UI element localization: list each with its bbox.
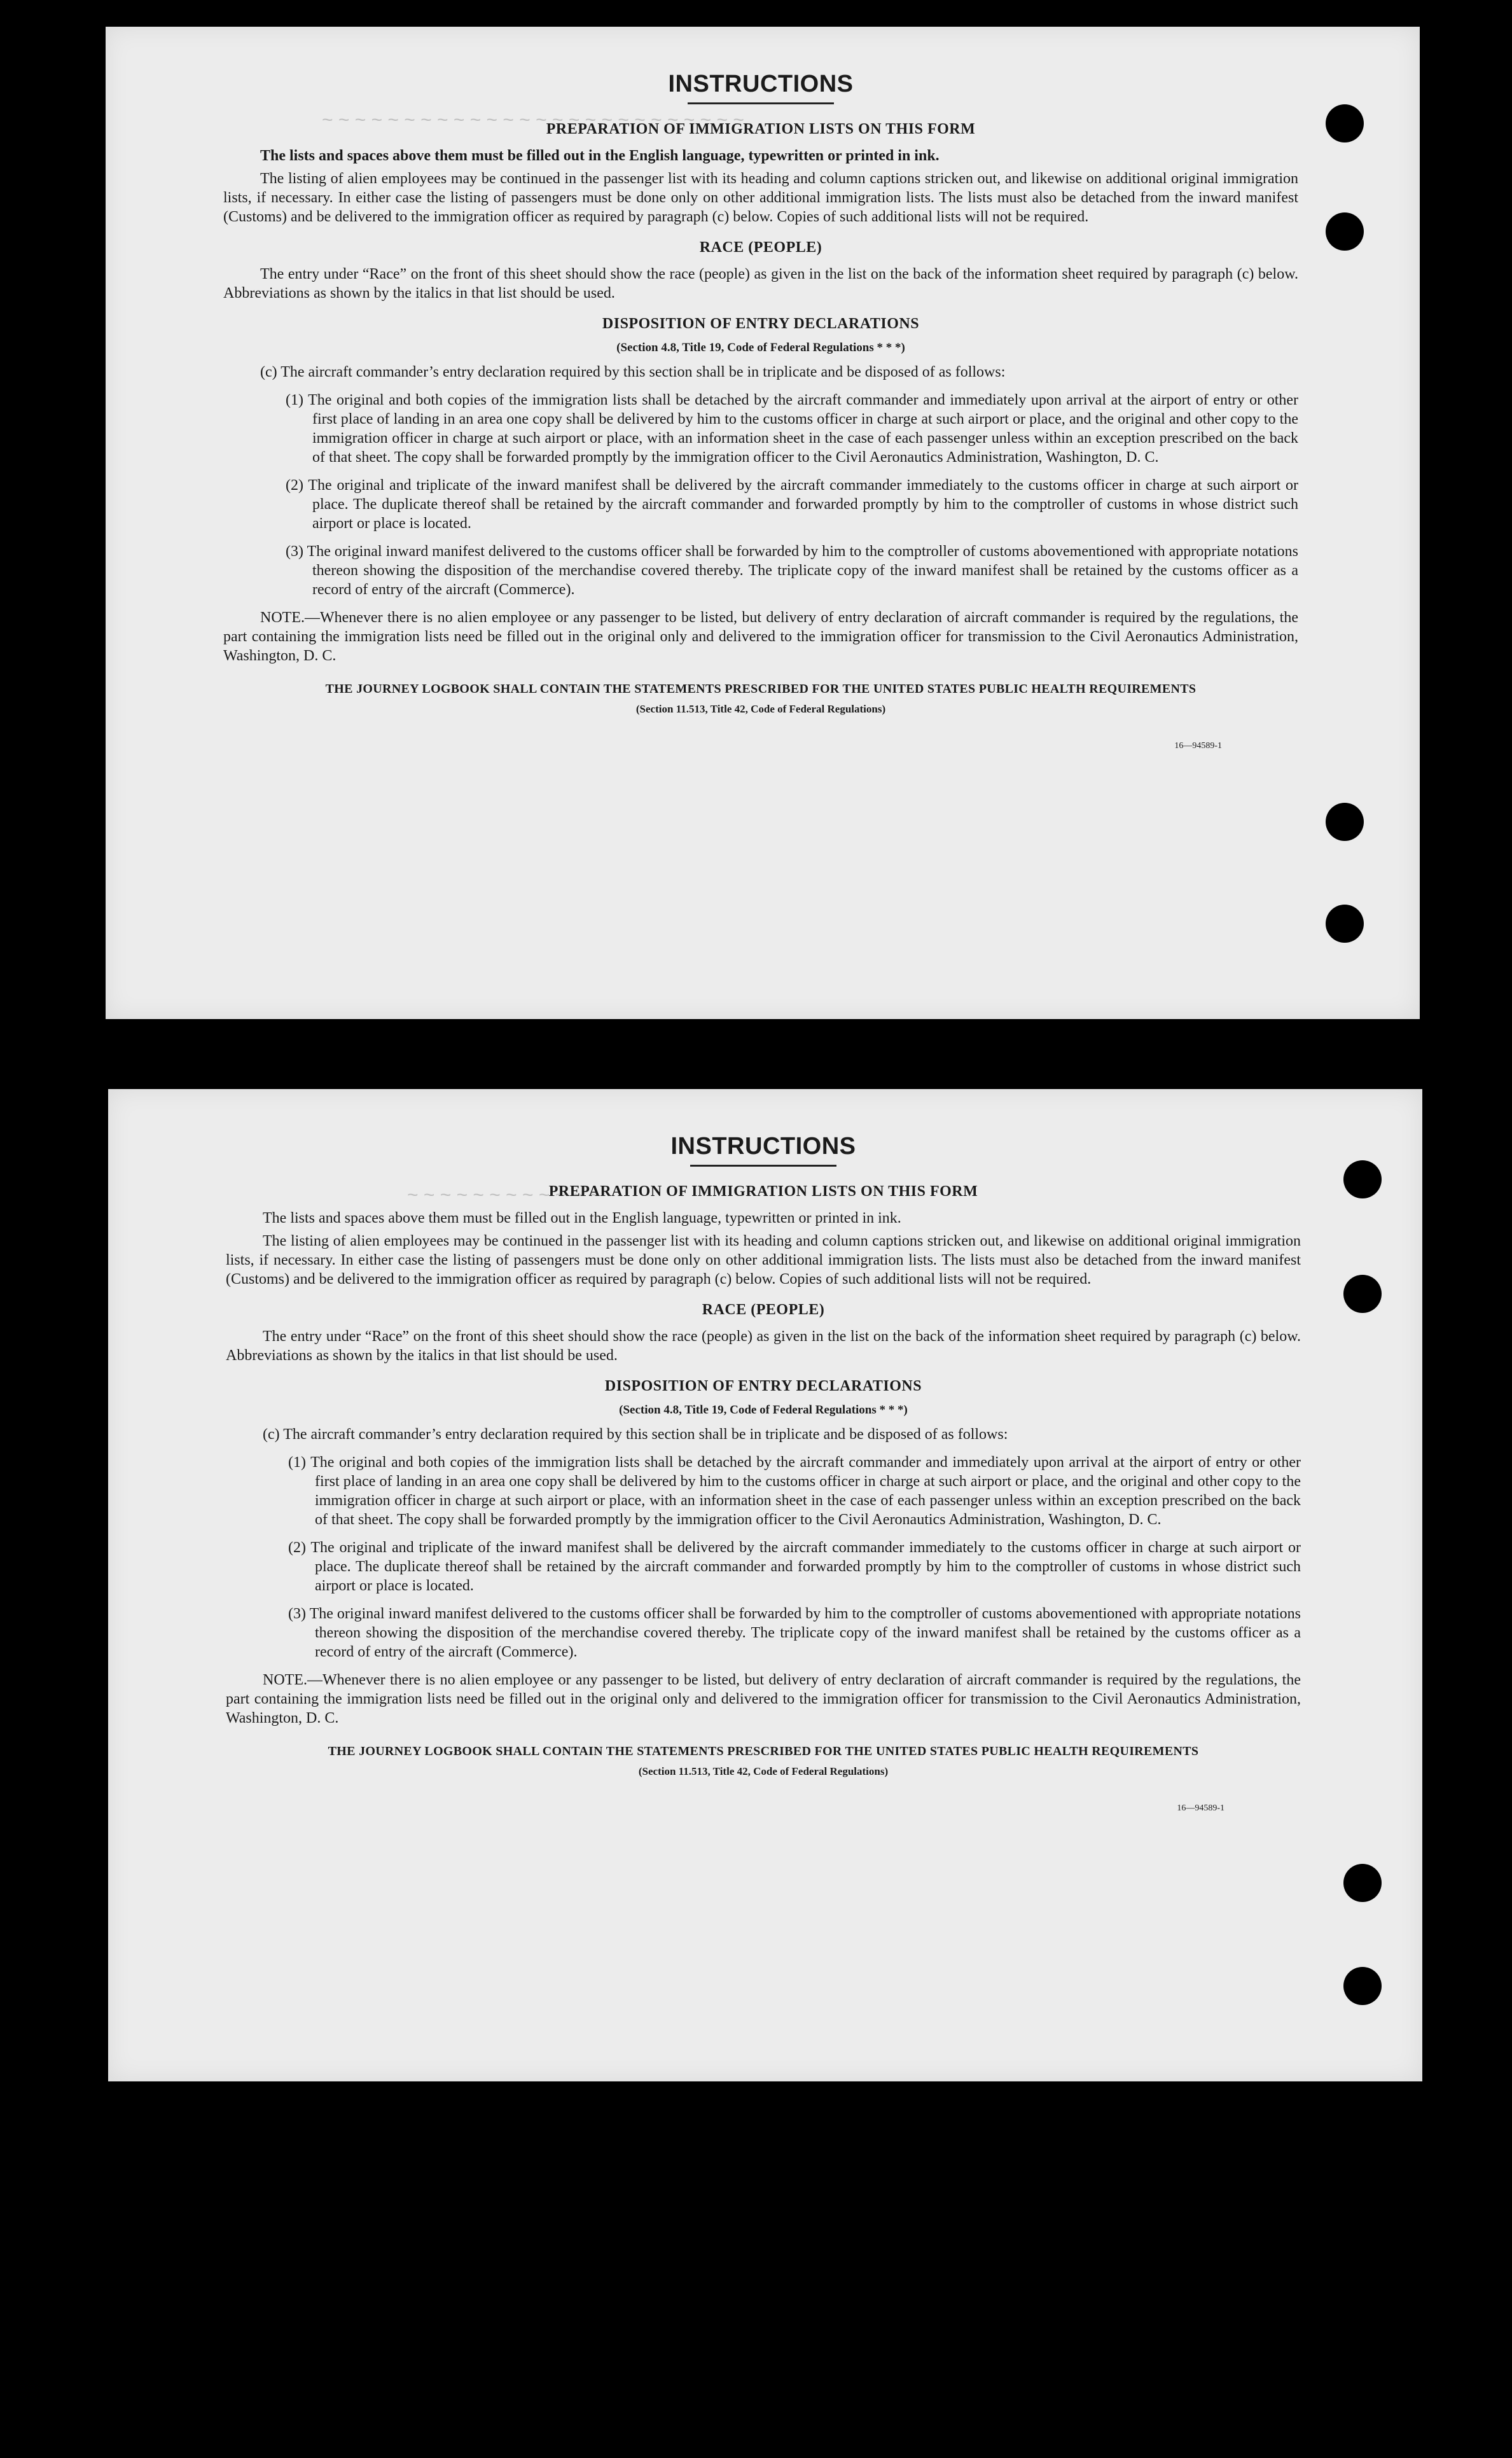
note-paragraph: NOTE.—Whenever there is no alien employee or any passenger to be listed, but delivery of entry declaration of aircraft commander is required by the regulations, the part containing the immigration lists need be filled out in the original only and delivered to the immigration officer for transmission to the Civil Aeronautics Administration, Washington, D. C. <box>223 609 1298 664</box>
heading-preparation: PREPARATION OF IMMIGRATION LISTS ON THIS FORM <box>546 121 976 137</box>
punch-hole <box>1326 905 1364 943</box>
heading-disposition: DISPOSITION OF ENTRY DECLARATIONS <box>604 1378 922 1394</box>
paragraph-lists: The lists and spaces above them must be filled out in the English language, typewritten or printed in ink. <box>260 148 940 164</box>
paragraph-c: (c) The aircraft commander’s entry declaration required by this section shall be in triplicate and be disposed of as follows: <box>263 1426 1008 1443</box>
page-title: INSTRUCTIONS <box>670 1133 856 1160</box>
instructions-content <box>223 71 1298 756</box>
footer-citation: (Section 11.513, Title 42, Code of Federal Regulations) <box>638 1765 889 1777</box>
subheading-disposition: (Section 4.8, Title 19, Code of Federal Regulations * * *) <box>619 1403 908 1417</box>
heading-race: RACE (PEOPLE) <box>699 239 822 256</box>
title-rule <box>688 102 834 104</box>
heading-disposition: DISPOSITION OF ENTRY DECLARATIONS <box>602 316 920 332</box>
form-number: 16—94589-1 <box>1174 741 1222 751</box>
list-item-1: (1) The original and both copies of the immigration lists shall be detached by the aircraft commander and immediately upon arrival at the airport of entry or other first place of landing in an area one copy shall be delivered by him to the customs officer in charge at such airport or place, and the original and other copy to the immigration officer in charge at such airport or place, with an information sheet in the case of each passenger unless within an exception prescribed on the back of that sheet. The copy shall be forwarded promptly by the immigration officer to the Civil Aeronautics Administration, Washington, D. C. <box>288 1454 1301 1528</box>
paragraph-race: The entry under “Race” on the front of this sheet should show the race (people) as given in the list on the back of the information sheet required by paragraph (c) below. Abbreviations as shown by the italics in that list should be used. <box>226 1328 1301 1364</box>
footer-citation: (Section 11.513, Title 42, Code of Federal Regulations) <box>635 703 886 715</box>
punch-hole <box>1343 1967 1382 2005</box>
page-title: INSTRUCTIONS <box>668 71 854 97</box>
paragraph-listing: The listing of alien employees may be continued in the passenger list with its heading and column captions stricken out, and likewise on additional original immigration lists, if necessary. In either case the listing of passengers must be done only on other additional immigration lists. The lists must also be detached from the inward manifest (Customs) and be delivered to the immigration officer as required by paragraph (c) below. Copies of such additional lists will not be required. <box>223 170 1298 225</box>
list-item-3: (3) The original inward manifest delivered to the customs officer shall be forwarded by him to the comptroller of customs abovementioned with appropriate notations thereon showing the disposition of the merchandise covered thereby. The triplicate copy of the inward manifest shall be retained by the customs officer as a record of entry of the aircraft (Commerce). <box>286 543 1298 598</box>
punch-hole <box>1343 1160 1382 1198</box>
heading-race: RACE (PEOPLE) <box>702 1302 825 1318</box>
list-item-2: (2) The original and triplicate of the inward manifest shall be delivered by the aircraft commander immediately to the customs officer in charge at such airport or place. The duplicate thereof shall be retained by the aircraft commander and forwarded promptly by him to the comptroller of customs in whose district such airport or place is located. <box>286 477 1298 532</box>
document-page-2 <box>108 1089 1422 2081</box>
paragraph-race: The entry under “Race” on the front of this sheet should show the race (people) as given in the list on the back of the information sheet required by paragraph (c) below. Abbreviations as shown by the italics in that list should be used. <box>223 266 1298 302</box>
instructions-content <box>226 1133 1301 1818</box>
list-item-3: (3) The original inward manifest delivered to the customs officer shall be forwarded by him to the comptroller of customs abovementioned with appropriate notations thereon showing the disposition of the merchandise covered thereby. The triplicate copy of the inward manifest shall be retained by the customs officer as a record of entry of the aircraft (Commerce). <box>288 1606 1301 1660</box>
punch-hole <box>1326 212 1364 251</box>
document-page-1 <box>106 27 1420 1019</box>
title-rule <box>690 1165 836 1167</box>
paragraph-c: (c) The aircraft commander’s entry declaration required by this section shall be in triplicate and be disposed of as follows: <box>260 364 1006 380</box>
paragraph-listing: The listing of alien employees may be continued in the passenger list with its heading and column captions stricken out, and likewise on additional original immigration lists, if necessary. In either case the listing of passengers must be done only on other additional immigration lists. The lists must also be detached from the inward manifest (Customs) and be delivered to the immigration officer as required by paragraph (c) below. Copies of such additional lists will not be required. <box>226 1233 1301 1288</box>
list-item-2: (2) The original and triplicate of the inward manifest shall be delivered by the aircraft commander immediately to the customs officer in charge at such airport or place. The duplicate thereof shall be retained by the aircraft commander and forwarded promptly by him to the comptroller of customs in whose district such airport or place is located. <box>288 1539 1301 1594</box>
note-paragraph: NOTE.—Whenever there is no alien employee or any passenger to be listed, but delivery of entry declaration of aircraft commander is required by the regulations, the part containing the immigration lists need be filled out in the original only and delivered to the immigration officer for transmission to the Civil Aeronautics Administration, Washington, D. C. <box>226 1672 1301 1726</box>
bleed-through-text: ~ ~ ~ ~ ~ ~ ~ ~ ~ ~ ~ ~ <box>407 1184 599 1205</box>
paragraph-lists: The lists and spaces above them must be filled out in the English language, typewritten or printed in ink. <box>263 1210 901 1226</box>
heading-preparation: PREPARATION OF IMMIGRATION LISTS ON THIS FORM <box>548 1183 978 1200</box>
form-number: 16—94589-1 <box>1177 1803 1224 1813</box>
list-item-1: (1) The original and both copies of the immigration lists shall be detached by the aircraft commander and immediately upon arrival at the airport of entry or other first place of landing in an area one copy shall be delivered by him to the customs officer in charge at such airport or place, and the original and other copy to the immigration officer in charge at such airport or place, with an information sheet in the case of each passenger unless within an exception prescribed on the back of that sheet. The copy shall be forwarded promptly by the immigration officer to the Civil Aeronautics Administration, Washington, D. C. <box>286 392 1298 466</box>
footer-statement: THE JOURNEY LOGBOOK SHALL CONTAIN THE STATEMENTS PRESCRIBED FOR THE UNITED STATES PUBLIC HEALTH REQUIREMENTS <box>328 1744 1199 1758</box>
footer-statement: THE JOURNEY LOGBOOK SHALL CONTAIN THE STATEMENTS PRESCRIBED FOR THE UNITED STATES PUBLIC HEALTH REQUIREMENTS <box>325 682 1196 696</box>
subheading-disposition: (Section 4.8, Title 19, Code of Federal Regulations * * *) <box>616 341 905 354</box>
punch-hole <box>1343 1275 1382 1313</box>
punch-hole <box>1343 1864 1382 1902</box>
punch-hole <box>1326 104 1364 142</box>
bleed-through-text: ~ ~ ~ ~ ~ ~ ~ ~ ~ ~ ~ ~ ~ ~ ~ ~ ~ ~ ~ ~ ~ ~ ~ ~ ~ ~ <box>322 109 744 130</box>
punch-hole <box>1326 803 1364 841</box>
